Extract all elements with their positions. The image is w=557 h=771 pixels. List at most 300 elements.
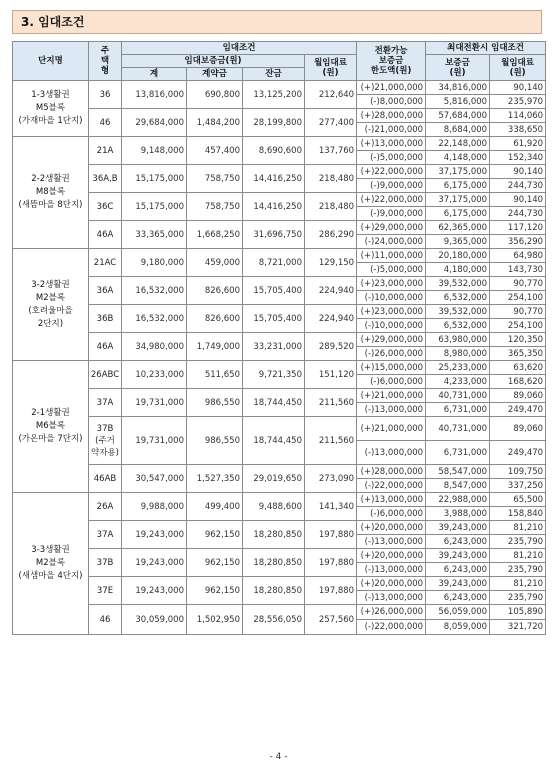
deposit-contract-text: 457,400 (204, 145, 240, 156)
deposit-balance (243, 137, 305, 165)
monthly-rent-text: 224,940 (318, 285, 355, 296)
deposit-total-text: 16,532,000 (135, 285, 184, 296)
housing-type-text: 37B (96, 557, 114, 568)
complex-name-text: 2-1생활권 M6블록 (가온마을 7단지) (18, 408, 83, 444)
deposit-total (122, 193, 187, 221)
monthly-rent (305, 137, 357, 165)
monthly-rent (305, 221, 357, 249)
housing-type (89, 417, 122, 465)
max-monthly: 254,100 (490, 319, 546, 333)
deposit-contract (187, 221, 243, 249)
max-monthly: 235,970 (490, 95, 546, 109)
convert-limit: (-)8,000,000 (357, 95, 426, 109)
housing-type-text: 46A (96, 229, 114, 240)
deposit-total (122, 277, 187, 305)
max-deposit: 63,980,000 (426, 333, 490, 347)
convert-limit: (-)22,000,000 (357, 479, 426, 493)
max-monthly: 254,100 (490, 291, 546, 305)
deposit-balance-text: 9,488,600 (258, 501, 302, 512)
housing-type (89, 305, 122, 333)
max-deposit: 57,684,000 (426, 109, 490, 123)
deposit-contract-text: 499,400 (204, 501, 240, 512)
housing-type (89, 465, 122, 493)
deposit-contract (187, 493, 243, 521)
convert-limit: (+)28,000,000 (357, 109, 426, 123)
monthly-rent-text: 212,640 (318, 89, 355, 100)
convert-limit: (+)13,000,000 (357, 137, 426, 151)
convert-limit: (+)11,000,000 (357, 249, 426, 263)
max-monthly: 117,120 (490, 221, 546, 235)
monthly-rent-text: 286,290 (318, 229, 355, 240)
deposit-balance-text: 18,744,450 (253, 435, 302, 446)
housing-type-text: 46A (96, 341, 114, 352)
max-deposit: 5,816,000 (426, 95, 490, 109)
table-header (13, 42, 546, 81)
max-monthly: 81,210 (490, 521, 546, 535)
header-contract: 계약금 (187, 68, 243, 81)
deposit-contract (187, 249, 243, 277)
max-deposit: 39,243,000 (426, 577, 490, 591)
max-deposit: 6,243,000 (426, 535, 490, 549)
max-deposit: 6,532,000 (426, 319, 490, 333)
deposit-contract-text: 1,749,000 (196, 341, 240, 352)
convert-limit: (+)22,000,000 (357, 193, 426, 207)
convert-limit: (-)5,000,000 (357, 151, 426, 165)
max-deposit: 6,731,000 (426, 441, 490, 465)
monthly-rent-text: 197,880 (318, 557, 355, 568)
table-row (13, 333, 546, 347)
deposit-contract (187, 521, 243, 549)
complex-name (13, 137, 89, 249)
table-body (13, 81, 546, 635)
max-monthly: 143,730 (490, 263, 546, 277)
housing-type-text: 26A (96, 501, 114, 512)
deposit-balance (243, 81, 305, 109)
deposit-contract (187, 389, 243, 417)
convert-limit: (-)21,000,000 (357, 123, 426, 137)
max-monthly: 89,060 (490, 417, 546, 441)
deposit-total (122, 465, 187, 493)
housing-type (89, 165, 122, 193)
convert-limit: (-)13,000,000 (357, 441, 426, 465)
deposit-contract (187, 277, 243, 305)
deposit-total (122, 361, 187, 389)
deposit-balance (243, 549, 305, 577)
monthly-rent (305, 577, 357, 605)
housing-type (89, 389, 122, 417)
housing-type (89, 549, 122, 577)
max-deposit: 6,175,000 (426, 207, 490, 221)
convert-limit: (-)22,000,000 (357, 620, 426, 635)
table-row (13, 465, 546, 479)
complex-name (13, 493, 89, 635)
convert-limit: (-)13,000,000 (357, 563, 426, 577)
max-deposit: 39,532,000 (426, 277, 490, 291)
housing-type-text: 46AB (93, 473, 117, 484)
deposit-contract-text: 826,600 (204, 313, 240, 324)
table-row (13, 305, 546, 319)
max-deposit: 40,731,000 (426, 417, 490, 441)
housing-type (89, 521, 122, 549)
deposit-contract (187, 417, 243, 465)
deposit-balance-text: 28,199,800 (253, 117, 302, 128)
deposit-balance-text: 9,721,350 (258, 369, 302, 380)
complex-name-text: 3-3생활권 M2블록 (새샘마을 4단지) (18, 545, 83, 581)
header-total: 계 (122, 68, 187, 81)
deposit-total-text: 10,233,000 (135, 369, 184, 380)
header-monthly (305, 55, 357, 81)
max-deposit: 22,988,000 (426, 493, 490, 507)
deposit-total-text: 30,547,000 (135, 473, 184, 484)
deposit-balance-text: 18,280,850 (253, 585, 302, 596)
deposit-balance (243, 109, 305, 137)
convert-limit: (-)5,000,000 (357, 263, 426, 277)
max-monthly: 109,750 (490, 465, 546, 479)
deposit-total-text: 19,243,000 (135, 585, 184, 596)
table-row (13, 81, 546, 95)
deposit-balance-text: 18,280,850 (253, 557, 302, 568)
deposit-contract (187, 361, 243, 389)
monthly-rent (305, 81, 357, 109)
deposit-contract (187, 333, 243, 361)
header-lease-cond: 임대조건 (122, 42, 357, 55)
max-deposit: 6,532,000 (426, 291, 490, 305)
header-complex: 단지명 (13, 42, 89, 81)
max-monthly: 81,210 (490, 577, 546, 591)
max-deposit: 25,233,000 (426, 361, 490, 375)
deposit-total (122, 249, 187, 277)
monthly-rent-text: 218,480 (318, 173, 355, 184)
deposit-contract-text: 758,750 (204, 173, 240, 184)
monthly-rent-text: 129,150 (318, 257, 355, 268)
deposit-balance (243, 361, 305, 389)
deposit-contract (187, 81, 243, 109)
max-deposit: 6,243,000 (426, 563, 490, 577)
deposit-total-text: 9,148,000 (140, 145, 184, 156)
max-monthly: 235,790 (490, 591, 546, 605)
monthly-rent (305, 305, 357, 333)
deposit-balance-text: 18,280,850 (253, 529, 302, 540)
deposit-total-text: 33,365,000 (135, 229, 184, 240)
housing-type-text: 36C (96, 201, 114, 212)
housing-type-text: 26ABC (90, 369, 120, 380)
housing-type-text: 37A (96, 529, 114, 540)
deposit-balance-text: 15,705,400 (253, 285, 302, 296)
deposit-contract-text: 962,150 (204, 529, 240, 540)
deposit-balance-text: 28,556,050 (253, 614, 302, 625)
deposit-contract-text: 986,550 (204, 435, 240, 446)
deposit-balance-text: 14,416,250 (253, 201, 302, 212)
header-monthly-text: 월임대료 (원) (314, 57, 347, 78)
monthly-rent (305, 277, 357, 305)
complex-name-text: 2-2생활권 M8블록 (새뜸마을 8단지) (18, 174, 83, 210)
deposit-contract (187, 305, 243, 333)
monthly-rent (305, 521, 357, 549)
convert-limit: (+)28,000,000 (357, 465, 426, 479)
header-convert-limit (357, 42, 426, 81)
max-monthly: 90,140 (490, 193, 546, 207)
housing-type-text: 46 (99, 614, 111, 625)
max-monthly: 61,920 (490, 137, 546, 151)
deposit-contract-text: 511,650 (204, 369, 240, 380)
convert-limit: (-)10,000,000 (357, 291, 426, 305)
monthly-rent-text: 289,520 (318, 341, 355, 352)
max-deposit: 8,684,000 (426, 123, 490, 137)
deposit-contract (187, 549, 243, 577)
max-monthly: 249,470 (490, 441, 546, 465)
deposit-total (122, 417, 187, 465)
monthly-rent-text: 151,120 (318, 369, 355, 380)
convert-limit: (-)6,000,000 (357, 507, 426, 521)
housing-type (89, 361, 122, 389)
housing-type (89, 81, 122, 109)
convert-limit: (+)29,000,000 (357, 221, 426, 235)
deposit-balance-text: 15,705,400 (253, 313, 302, 324)
max-deposit: 58,547,000 (426, 465, 490, 479)
max-monthly: 168,620 (490, 375, 546, 389)
convert-limit: (-)13,000,000 (357, 403, 426, 417)
header-max-monthly-text: 월임대료 (원) (501, 57, 534, 78)
housing-type (89, 193, 122, 221)
max-monthly: 120,350 (490, 333, 546, 347)
max-deposit: 39,243,000 (426, 521, 490, 535)
deposit-contract-text: 758,750 (204, 201, 240, 212)
convert-limit: (+)21,000,000 (357, 389, 426, 403)
housing-type-text: 36B (96, 313, 114, 324)
deposit-contract-text: 826,600 (204, 285, 240, 296)
table-row (13, 577, 546, 591)
housing-type (89, 221, 122, 249)
housing-type-text: 46 (99, 117, 111, 128)
deposit-total-text: 13,816,000 (135, 89, 184, 100)
max-deposit: 4,148,000 (426, 151, 490, 165)
monthly-rent (305, 109, 357, 137)
monthly-rent (305, 493, 357, 521)
deposit-total-text: 9,988,000 (140, 501, 184, 512)
deposit-balance-text: 8,690,600 (258, 145, 302, 156)
table-row (13, 493, 546, 507)
max-monthly: 64,980 (490, 249, 546, 263)
deposit-balance-text: 18,744,450 (253, 397, 302, 408)
housing-type-text: 21A (96, 145, 114, 156)
convert-limit: (+)21,000,000 (357, 417, 426, 441)
housing-type (89, 249, 122, 277)
deposit-total (122, 389, 187, 417)
deposit-balance (243, 521, 305, 549)
max-deposit: 6,731,000 (426, 403, 490, 417)
deposit-contract (187, 577, 243, 605)
complex-name-text: 3-2생활권 M2블록 (호려울마을 2단지) (28, 279, 73, 329)
deposit-balance-text: 33,231,000 (253, 341, 302, 352)
max-monthly: 244,730 (490, 179, 546, 193)
header-max-deposit (426, 55, 490, 81)
monthly-rent-text: 224,940 (318, 313, 355, 324)
convert-limit: (+)20,000,000 (357, 521, 426, 535)
max-deposit: 6,175,000 (426, 179, 490, 193)
max-monthly: 90,140 (490, 165, 546, 179)
housing-type-text: 21AC (93, 257, 117, 268)
max-deposit: 8,059,000 (426, 620, 490, 635)
deposit-contract-text: 1,527,350 (196, 473, 240, 484)
max-deposit: 6,243,000 (426, 591, 490, 605)
header-type-text: 주 택 형 (100, 46, 110, 76)
max-deposit: 4,233,000 (426, 375, 490, 389)
max-deposit: 39,243,000 (426, 549, 490, 563)
header-balance: 잔금 (243, 68, 305, 81)
deposit-total (122, 577, 187, 605)
deposit-balance (243, 221, 305, 249)
deposit-contract-text: 1,484,200 (196, 117, 240, 128)
max-monthly: 152,340 (490, 151, 546, 165)
deposit-contract-text: 1,502,950 (196, 614, 240, 625)
monthly-rent (305, 417, 357, 465)
deposit-balance-text: 13,125,200 (253, 89, 302, 100)
deposit-balance (243, 277, 305, 305)
housing-type (89, 333, 122, 361)
convert-limit: (+)23,000,000 (357, 305, 426, 319)
max-monthly: 365,350 (490, 347, 546, 361)
table-row (13, 137, 546, 151)
header-max-deposit-text: 보증금 (원) (445, 57, 470, 78)
header-max-conv: 최대전환시 임대조건 (426, 42, 546, 55)
max-monthly: 158,840 (490, 507, 546, 521)
monthly-rent-text: 211,560 (318, 435, 355, 446)
section-title: 3. 임대조건 (12, 10, 542, 34)
deposit-balance (243, 305, 305, 333)
deposit-total (122, 333, 187, 361)
deposit-contract (187, 109, 243, 137)
max-deposit: 20,180,000 (426, 249, 490, 263)
deposit-total-text: 15,175,000 (135, 173, 184, 184)
housing-type-text: 37A (96, 397, 114, 408)
monthly-rent-text: 197,880 (318, 529, 355, 540)
deposit-total (122, 521, 187, 549)
table-row (13, 549, 546, 563)
deposit-total (122, 221, 187, 249)
deposit-total (122, 81, 187, 109)
complex-name (13, 81, 89, 137)
monthly-rent-text: 273,090 (318, 473, 355, 484)
max-monthly: 235,790 (490, 535, 546, 549)
deposit-total (122, 493, 187, 521)
max-monthly: 63,620 (490, 361, 546, 375)
convert-limit: (+)21,000,000 (357, 81, 426, 95)
deposit-total (122, 109, 187, 137)
table-row (13, 165, 546, 179)
deposit-contract-text: 1,668,250 (196, 229, 240, 240)
deposit-contract-text: 962,150 (204, 585, 240, 596)
max-monthly: 90,770 (490, 305, 546, 319)
monthly-rent-text: 137,760 (318, 145, 355, 156)
deposit-balance-text: 29,019,650 (253, 473, 302, 484)
deposit-total-text: 9,180,000 (140, 257, 184, 268)
max-monthly: 337,250 (490, 479, 546, 493)
max-deposit: 8,980,000 (426, 347, 490, 361)
convert-limit: (+)13,000,000 (357, 493, 426, 507)
max-monthly: 81,210 (490, 549, 546, 563)
deposit-total (122, 165, 187, 193)
convert-limit: (+)23,000,000 (357, 277, 426, 291)
complex-name (13, 361, 89, 493)
max-deposit: 3,988,000 (426, 507, 490, 521)
max-deposit: 22,148,000 (426, 137, 490, 151)
housing-type-text: 36A (96, 285, 114, 296)
max-deposit: 4,180,000 (426, 263, 490, 277)
housing-type (89, 109, 122, 137)
deposit-contract (187, 605, 243, 635)
deposit-balance (243, 333, 305, 361)
deposit-balance (243, 249, 305, 277)
table-row (13, 109, 546, 123)
convert-limit: (-)9,000,000 (357, 179, 426, 193)
max-monthly: 90,770 (490, 277, 546, 291)
convert-limit: (-)24,000,000 (357, 235, 426, 249)
convert-limit: (-)10,000,000 (357, 319, 426, 333)
deposit-balance (243, 493, 305, 521)
complex-name (13, 249, 89, 361)
convert-limit: (-)26,000,000 (357, 347, 426, 361)
max-deposit: 8,547,000 (426, 479, 490, 493)
deposit-balance-text: 8,721,000 (258, 257, 302, 268)
monthly-rent (305, 605, 357, 635)
deposit-total (122, 137, 187, 165)
monthly-rent-text: 211,560 (318, 397, 355, 408)
table-row (13, 221, 546, 235)
header-type (89, 42, 122, 81)
deposit-total-text: 15,175,000 (135, 201, 184, 212)
max-deposit: 40,731,000 (426, 389, 490, 403)
monthly-rent (305, 193, 357, 221)
convert-limit: (-)13,000,000 (357, 535, 426, 549)
housing-type (89, 277, 122, 305)
max-monthly: 356,290 (490, 235, 546, 249)
max-monthly: 114,060 (490, 109, 546, 123)
deposit-total-text: 19,731,000 (135, 397, 184, 408)
deposit-total-text: 19,731,000 (135, 435, 184, 446)
deposit-total-text: 19,243,000 (135, 557, 184, 568)
table-row (13, 193, 546, 207)
deposit-balance (243, 577, 305, 605)
monthly-rent (305, 549, 357, 577)
deposit-balance (243, 165, 305, 193)
monthly-rent-text: 277,400 (318, 117, 355, 128)
deposit-balance (243, 193, 305, 221)
deposit-contract-text: 986,550 (204, 397, 240, 408)
deposit-balance-text: 31,696,750 (253, 229, 302, 240)
housing-type-text: 36A,B (92, 173, 118, 184)
deposit-total-text: 30,059,000 (135, 614, 184, 625)
table-row (13, 389, 546, 403)
housing-type (89, 605, 122, 635)
housing-type-text: 36 (99, 89, 111, 100)
deposit-contract (187, 465, 243, 493)
max-deposit: 37,175,000 (426, 193, 490, 207)
convert-limit: (+)26,000,000 (357, 605, 426, 620)
max-deposit: 37,175,000 (426, 165, 490, 179)
monthly-rent (305, 333, 357, 361)
monthly-rent-text: 218,480 (318, 201, 355, 212)
convert-limit: (+)22,000,000 (357, 165, 426, 179)
deposit-balance-text: 14,416,250 (253, 173, 302, 184)
max-monthly: 338,650 (490, 123, 546, 137)
monthly-rent-text: 197,880 (318, 585, 355, 596)
table-row (13, 521, 546, 535)
monthly-rent-text: 257,560 (318, 614, 355, 625)
housing-type (89, 137, 122, 165)
convert-limit: (+)20,000,000 (357, 549, 426, 563)
deposit-total (122, 305, 187, 333)
max-monthly: 244,730 (490, 207, 546, 221)
